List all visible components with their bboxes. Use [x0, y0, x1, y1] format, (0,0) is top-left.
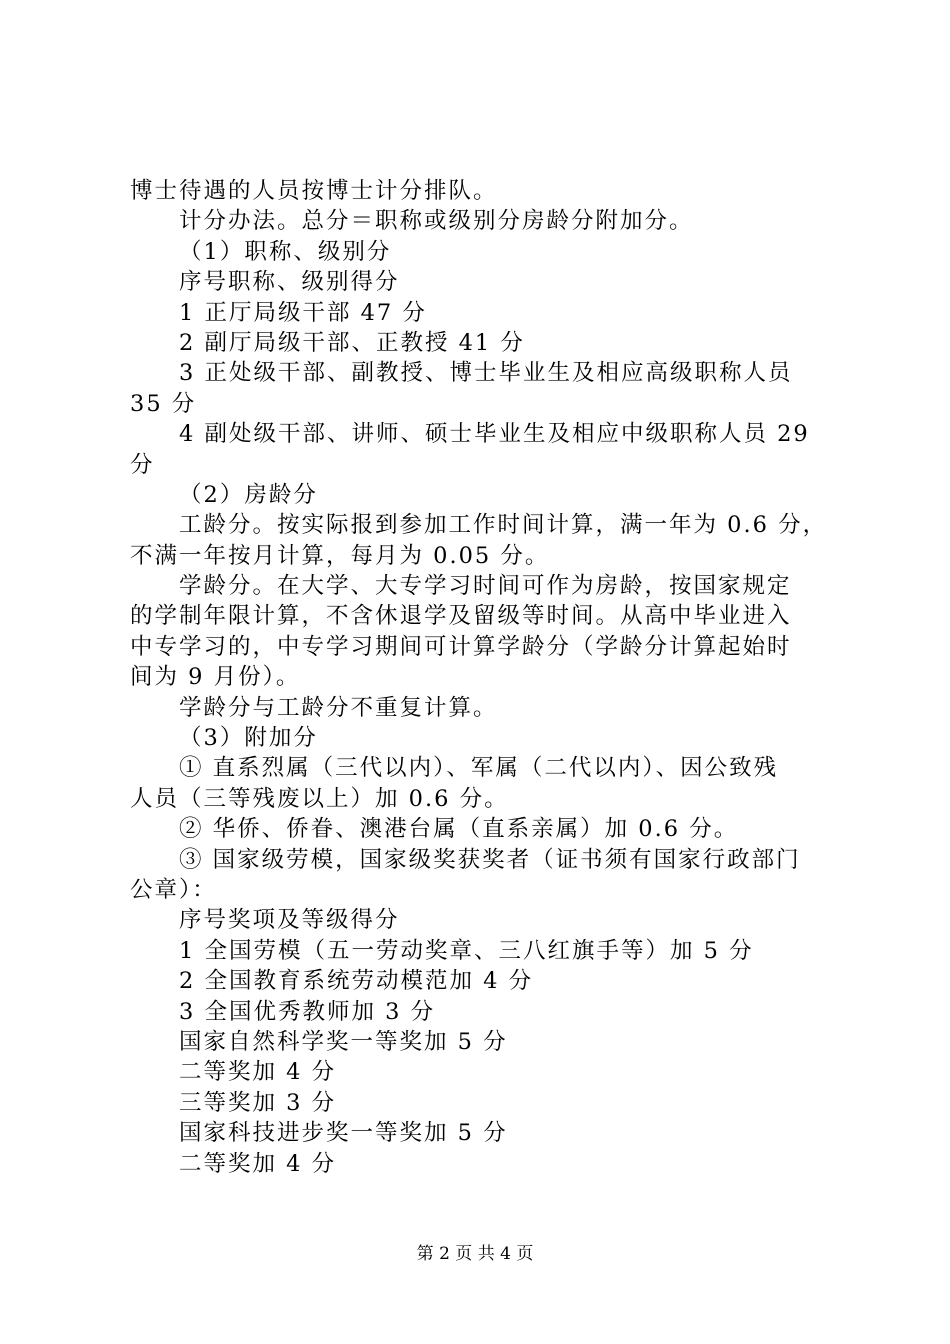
- paragraph-line: 中专学习的，中专学习期间可计算学龄分（学龄分计算起始时: [130, 633, 792, 660]
- paragraph-line: 博士待遇的人员按博士计分排队。: [130, 178, 498, 204]
- paragraph-line: 4 副处级干部、讲师、硕士毕业生及相应中级职称人员 29: [179, 421, 810, 448]
- paragraph-line: 工龄分。按实际报到参加工作时间计算，满一年为 0.6 分，: [179, 512, 828, 539]
- paragraph-line: ① 直系烈属（三代以内）、军属（二代以内）、因公致残: [179, 755, 779, 782]
- paragraph-line: 不满一年按月计算，每月为 0.05 分。: [130, 542, 550, 569]
- paragraph-line: 2 全国教育系统劳动模范加 4 分: [179, 968, 534, 995]
- paragraph-line: 1 全国劳模（五一劳动奖章、三八红旗手等）加 5 分: [179, 937, 754, 964]
- paragraph-line: （2）房龄分: [179, 481, 318, 508]
- paragraph-line: 序号奖项及等级得分: [179, 907, 400, 934]
- paragraph-line: 二等奖加 4 分: [179, 1150, 337, 1177]
- paragraph-line: 35 分: [130, 390, 197, 417]
- paragraph-line: 国家自然科学奖一等奖加 5 分: [179, 1028, 508, 1055]
- paragraph-line: 公章）：: [130, 876, 217, 903]
- paragraph-line: 国家科技进步奖一等奖加 5 分: [179, 1120, 508, 1147]
- paragraph-line: 三等奖加 3 分: [179, 1089, 337, 1116]
- paragraph-line: 分: [130, 451, 155, 478]
- paragraph-line: 人员（三等残废以上）加 0.6 分。: [130, 785, 509, 812]
- paragraph-line: ② 华侨、侨眷、澳港台属（直系亲属）加 0.6 分。: [179, 816, 739, 843]
- paragraph-line: 3 全国优秀教师加 3 分: [179, 998, 436, 1025]
- paragraph-line: 1 正厅局级干部 47 分: [179, 299, 427, 326]
- page-footer: 第 2 页 共 4 页: [416, 1244, 534, 1264]
- paragraph-line: 二等奖加 4 分: [179, 1059, 337, 1086]
- paragraph-line: 3 正处级干部、副教授、博士毕业生及相应高级职称人员: [179, 360, 793, 387]
- paragraph-line: 学龄分。在大学、大专学习时间可作为房龄，按国家规定: [179, 573, 792, 600]
- paragraph-line: 2 副厅局级干部、正教授 41 分: [179, 329, 525, 356]
- document-body: [130, 176, 840, 1179]
- paragraph-line: （3）附加分: [179, 725, 318, 752]
- paragraph-line: 的学制年限计算，不含休退学及留级等时间。从高中毕业进入: [130, 603, 792, 630]
- paragraph-line: 计分办法。总分＝职称或级别分房龄分附加分。: [179, 208, 694, 235]
- paragraph-line: 序号职称、级别得分: [179, 269, 400, 296]
- paragraph-line: 间为 9 月份）。: [130, 664, 301, 691]
- paragraph-line: 学龄分与工龄分不重复计算。: [179, 694, 498, 721]
- paragraph-line: （1）职称、级别分: [179, 238, 392, 265]
- paragraph-line: ③ 国家级劳模，国家级奖获奖者（证书须有国家行政部门: [179, 846, 801, 873]
